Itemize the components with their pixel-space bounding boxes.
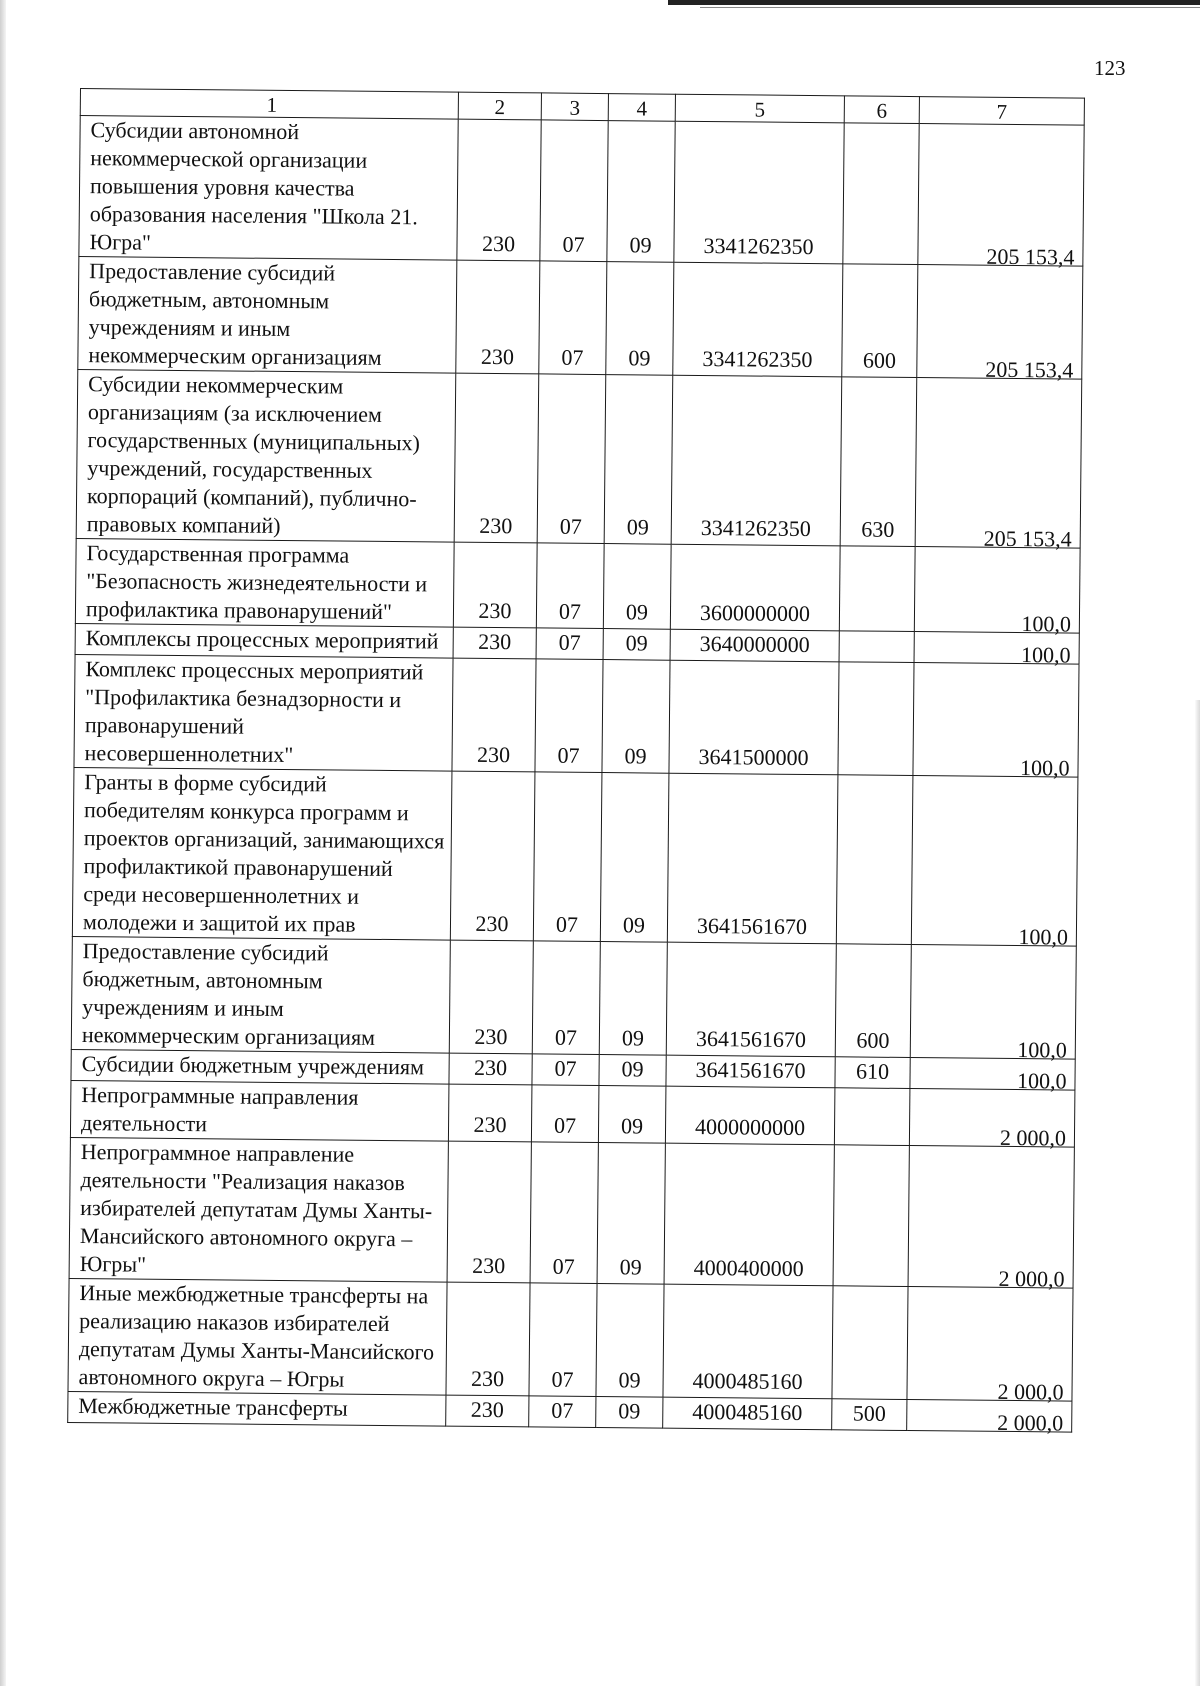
row-col-4: 09 — [602, 660, 670, 774]
row-col-5: 4000485160 — [663, 1397, 832, 1430]
table-row — [78, 256, 1083, 379]
row-col-5: 3600000000 — [670, 544, 840, 631]
row-col-2: 230 — [456, 260, 540, 374]
row-col-4: 09 — [599, 1055, 666, 1087]
row-amount: 100,0 — [911, 782, 1078, 953]
row-col-4: 09 — [596, 1284, 664, 1398]
top-border-rule-thin — [700, 7, 1200, 8]
row-col-5: 3641561670 — [666, 942, 836, 1057]
table-row — [76, 369, 1082, 548]
row-name: Субсидии некоммерческим организациям (за исключением государственных (муниципальных) учреждений, государственных корпораций (компаний), публично-правовых компаний) — [76, 369, 456, 542]
row-name: Государственная программа "Безопасность жизнедеятельности и профилактика правонарушений" — [75, 538, 454, 627]
row-col-3: 07 — [532, 1054, 599, 1086]
row-col-5: 3641561670 — [666, 1055, 835, 1088]
row-amount: 2 000,0 — [908, 1152, 1074, 1295]
row-name: Межбюджетные трансферты — [68, 1391, 446, 1426]
row-col-4: 09 — [597, 1143, 665, 1285]
row-col-6 — [836, 775, 913, 945]
row-col-6 — [838, 662, 914, 776]
row-name: Предоставление субсидий бюджетным, автономным учреждениям и иным некоммерческим организациям — [78, 256, 457, 373]
row-col-5: 3341262350 — [673, 262, 843, 377]
row-amount: 2 000,0 — [907, 1293, 1073, 1408]
row-name: Субсидии автономной некоммерческой организации повышения уровня качества образования населения "Школа 21. Югра" — [79, 116, 458, 261]
table-row — [72, 767, 1078, 946]
row-col-3: 07 — [535, 659, 603, 773]
header-col-3: 3 — [541, 93, 608, 121]
row-amount: 2 000,0 — [909, 1095, 1075, 1154]
table-row — [69, 1137, 1074, 1288]
row-col-3: 07 — [536, 628, 603, 660]
row-col-3: 07 — [536, 543, 604, 629]
row-name: Непрограммные направления деятельности — [70, 1080, 449, 1141]
row-col-4: 09 — [600, 773, 669, 943]
row-col-2: 230 — [446, 1282, 530, 1396]
scan-edge-right — [1195, 700, 1200, 1686]
row-col-2: 230 — [449, 940, 533, 1054]
row-col-5: 3640000000 — [670, 629, 839, 662]
header-col-6: 6 — [844, 96, 919, 124]
row-amount: 100,0 — [910, 951, 1076, 1066]
row-name: Иные межбюджетные трансферты на реализацию наказов избирателей депутатам Думы Ханты-Мансийского автономного округа – Югры — [68, 1278, 447, 1395]
row-col-6 — [834, 1088, 910, 1146]
page-number: 123 — [1094, 56, 1126, 80]
table-row — [71, 936, 1076, 1059]
row-name: Субсидии бюджетным учреждениям — [71, 1049, 449, 1084]
row-col-5: 4000000000 — [665, 1086, 835, 1145]
row-col-6 — [833, 1145, 909, 1287]
row-col-2: 230 — [450, 771, 535, 941]
row-col-6 — [839, 631, 914, 663]
budget-table-container — [67, 88, 1085, 1436]
scan-edge-left — [0, 0, 6, 1686]
row-amount: 100,0 — [914, 553, 1080, 640]
row-col-2: 230 — [457, 119, 541, 261]
table-row — [68, 1278, 1073, 1401]
table-row — [79, 116, 1084, 267]
budget-table — [67, 88, 1085, 1436]
row-col-2: 230 — [446, 1395, 529, 1427]
row-amount: 100,0 — [913, 669, 1079, 784]
row-col-6 — [832, 1286, 908, 1400]
row-col-3: 07 — [533, 772, 602, 942]
header-col-2: 2 — [458, 92, 541, 120]
row-col-4: 09 — [598, 1086, 666, 1144]
row-col-6 — [843, 123, 919, 265]
row-name: Предоставление субсидий бюджетным, автономным учреждениям и иным некоммерческим организациям — [71, 936, 450, 1053]
row-col-3: 07 — [537, 374, 606, 544]
row-col-4: 09 — [607, 121, 675, 263]
row-col-5: 4000400000 — [664, 1143, 834, 1286]
row-col-4: 09 — [599, 942, 667, 1056]
row-amount: 205 153,4 — [917, 271, 1083, 386]
row-amount: 205 153,4 — [918, 130, 1084, 273]
row-col-3: 07 — [539, 261, 607, 375]
row-col-2: 230 — [449, 1053, 532, 1085]
row-col-6: 500 — [832, 1399, 907, 1431]
row-col-4: 09 — [603, 629, 670, 661]
row-col-3: 07 — [531, 1085, 599, 1143]
table-row — [74, 654, 1079, 777]
row-name: Гранты в форме субсидий победителям конкурса программ и проектов организаций, занимающихся профилактикой правонарушений среди несовершеннолетних и молодежи и защитой их прав — [72, 767, 452, 940]
row-name: Комплексы процессных мероприятий — [75, 623, 453, 658]
row-name: Непрограммное направление деятельности "Реализация наказов избирателей депутатам Думы Ханты-Мансийского автономного округа – Югры" — [69, 1137, 448, 1282]
row-col-4: 09 — [603, 544, 671, 630]
row-amount: 100,0 — [914, 638, 1079, 671]
row-col-3: 07 — [529, 1283, 597, 1397]
row-col-2: 230 — [454, 373, 539, 543]
row-col-3: 07 — [540, 120, 608, 262]
table-row — [75, 538, 1080, 633]
header-col-5: 5 — [675, 94, 844, 123]
row-col-5: 3341262350 — [674, 121, 844, 264]
row-col-5: 3341262350 — [671, 375, 842, 546]
row-col-2: 230 — [453, 542, 537, 628]
row-col-6: 630 — [840, 377, 917, 547]
header-col-4: 4 — [608, 94, 675, 122]
row-amount: 205 153,4 — [915, 384, 1082, 555]
row-col-4: 09 — [596, 1397, 663, 1429]
row-name: Комплекс процессных мероприятий "Профилактика безнадзорности и правонарушений несовершеннолетних" — [74, 654, 453, 771]
row-col-4: 09 — [604, 375, 673, 545]
row-col-3: 07 — [530, 1142, 598, 1284]
top-border-rule — [668, 0, 1200, 5]
row-col-5: 3641500000 — [669, 660, 839, 775]
row-col-3: 07 — [532, 941, 600, 1055]
row-col-5: 4000485160 — [663, 1284, 833, 1399]
header-col-1: 1 — [80, 89, 458, 120]
header-col-7: 7 — [919, 97, 1084, 126]
row-col-3: 07 — [529, 1396, 596, 1428]
row-col-4: 09 — [606, 262, 674, 376]
row-col-5: 3641561670 — [667, 773, 838, 944]
row-col-6: 610 — [835, 1057, 910, 1089]
row-col-6: 600 — [842, 264, 918, 378]
row-amount: 100,0 — [910, 1064, 1075, 1097]
row-col-2: 230 — [447, 1141, 531, 1283]
row-col-2: 230 — [448, 1084, 532, 1142]
row-amount: 2 000,0 — [907, 1405, 1072, 1438]
row-col-2: 230 — [452, 658, 536, 772]
row-col-6 — [839, 546, 915, 632]
row-col-6: 600 — [835, 944, 911, 1058]
row-col-2: 230 — [453, 627, 536, 659]
